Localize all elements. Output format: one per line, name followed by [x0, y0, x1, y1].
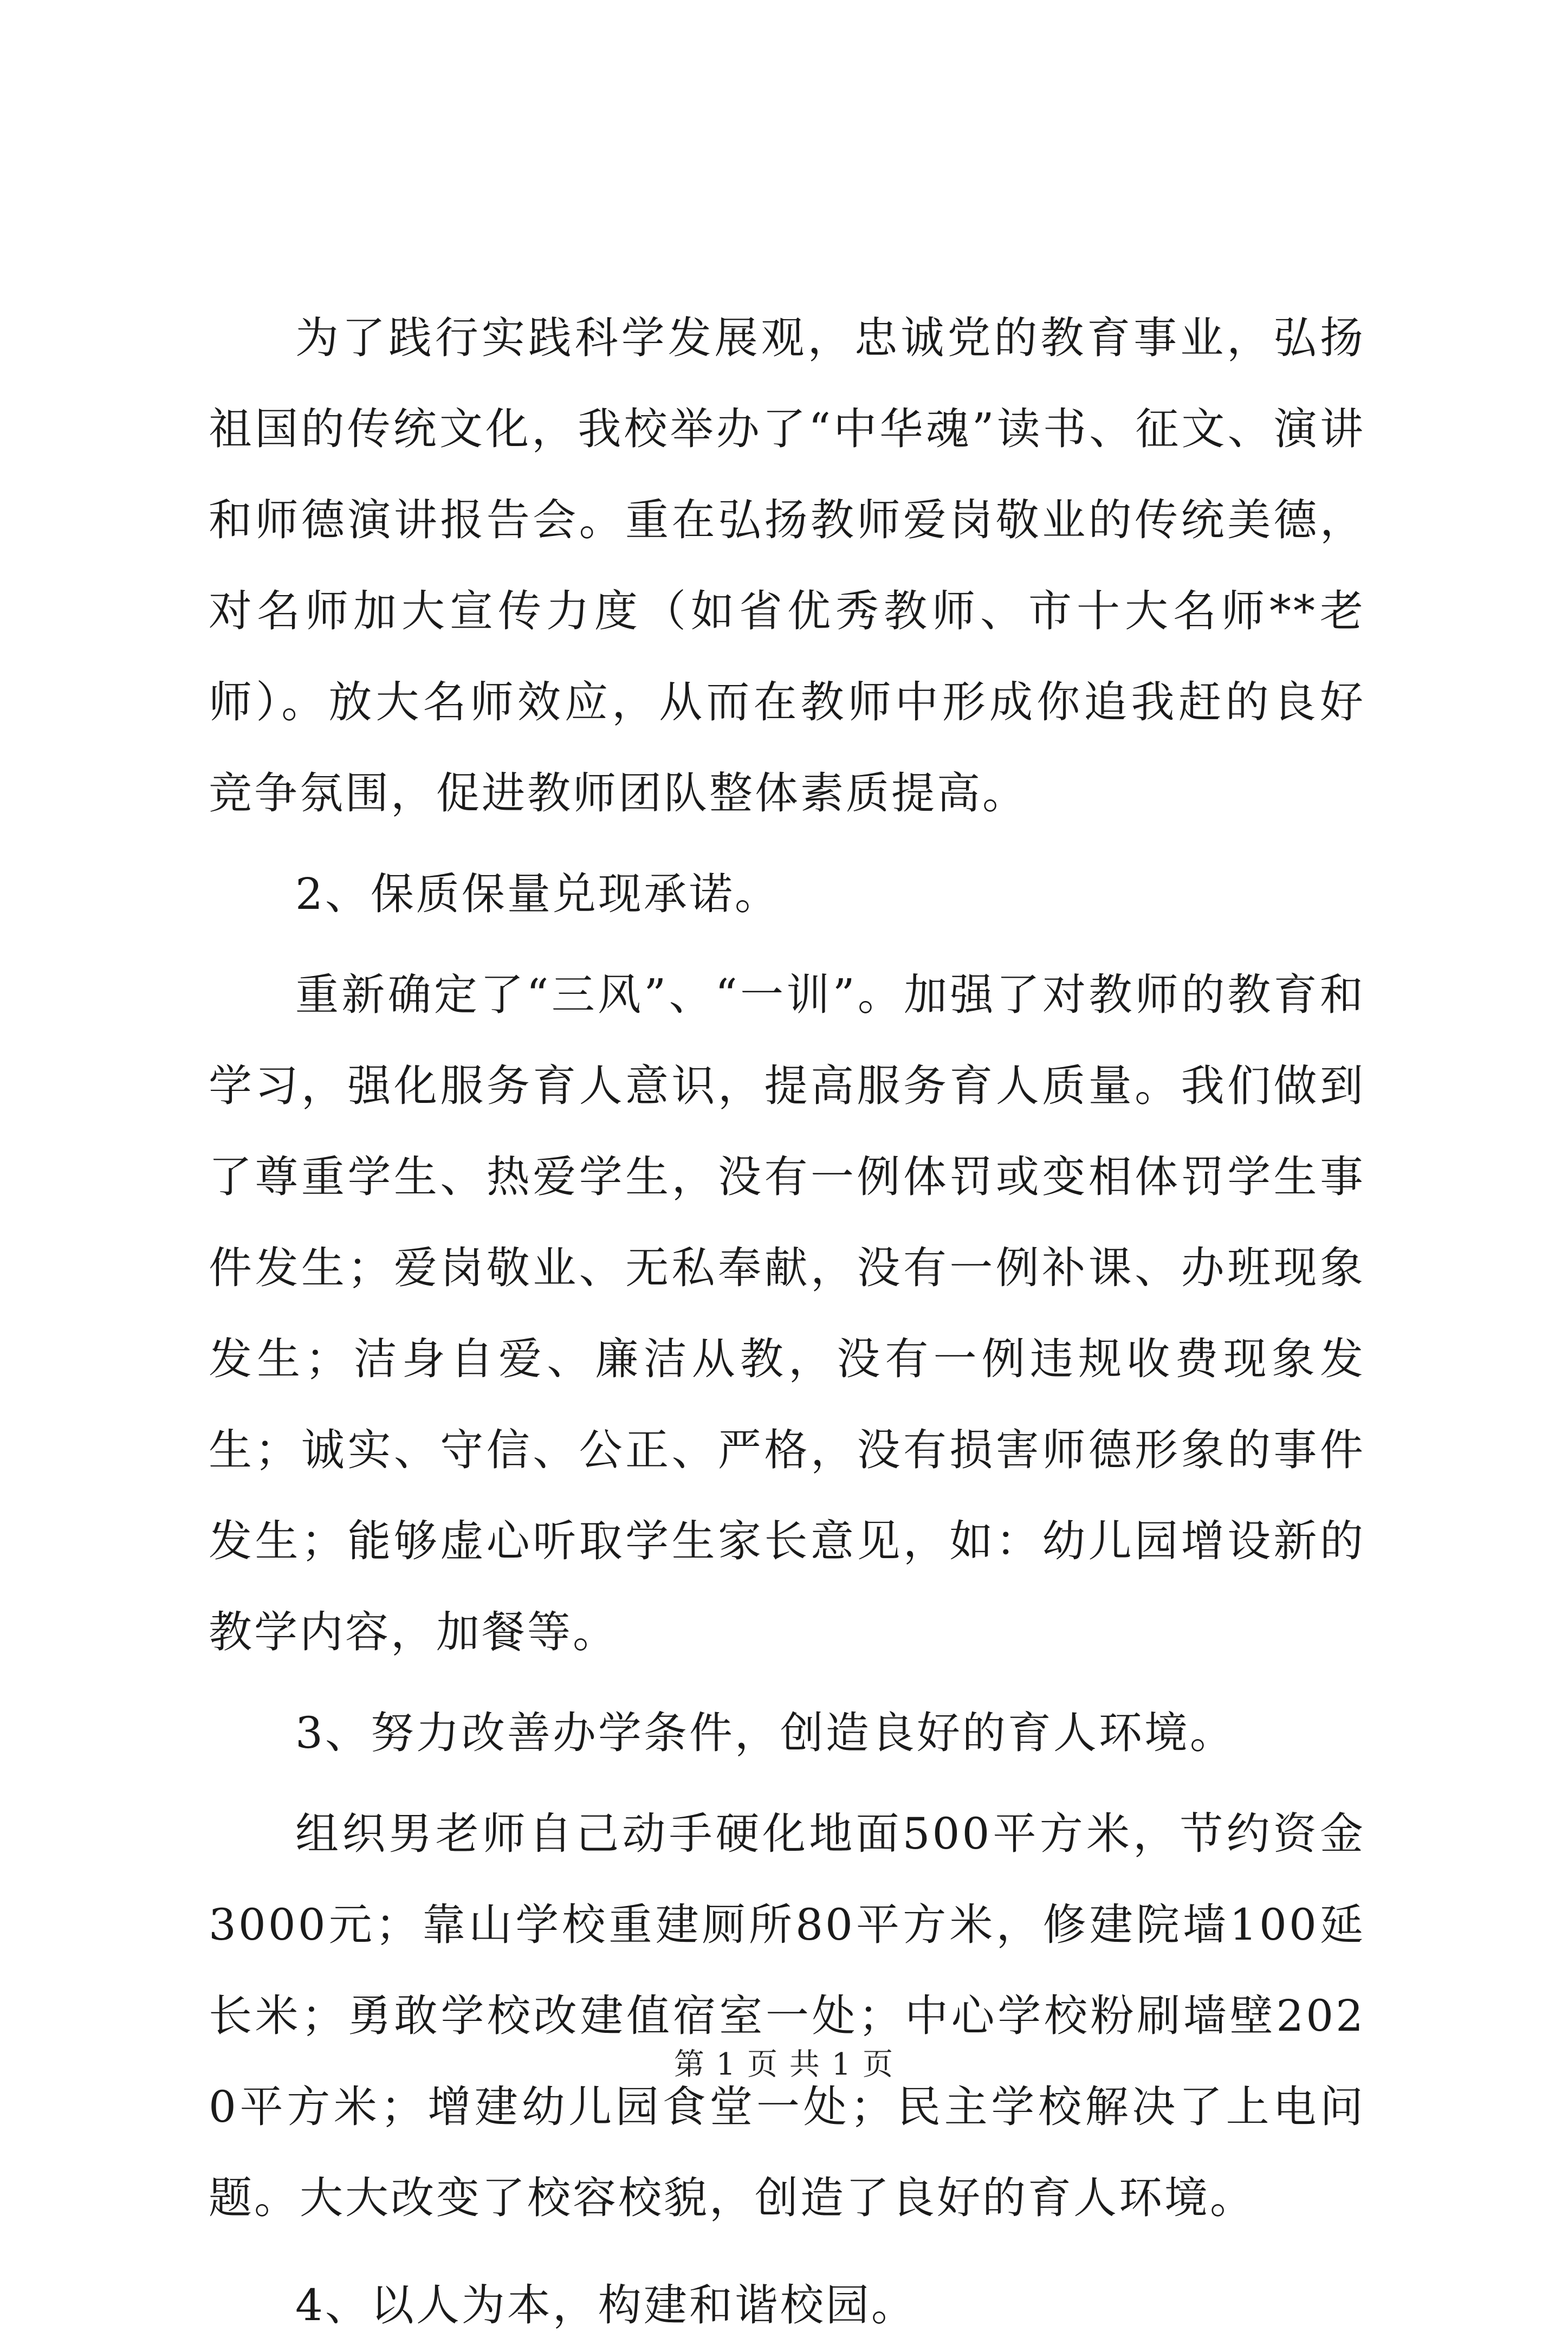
section-heading-quality-commitment: 2、保质保量兑现承诺。	[295, 869, 780, 919]
section-heading-school-conditions: 3、努力改善办学条件，创造良好的育人环境。	[295, 1708, 1235, 1758]
page-footer: 第 1 页 共 1 页	[673, 2047, 895, 2082]
paragraph-cultural-activities: 为了践行实践科学发展观，忠诚党的教育事业，弘扬祖国的传统文化，我校举办了“中华魂”读书、征文、演讲和师德演讲报告会。重在弘扬教师爱岗敬业的传统美德，对名师加大宣传力度（如省优秀教师、市十大名师**老师）。放大名师效应，从而在教师中形成你追我赶的良好竞争氛围，促进教师团队整体素质提高。	[209, 313, 1365, 818]
document-body	[209, 293, 1365, 2351]
section-heading-harmonious-campus: 4、以人为本，构建和谐校园。	[295, 2280, 917, 2330]
paragraph-teacher-ethics: 重新确定了“三风”、“一训”。加强了对教师的教育和学习，强化服务育人意识，提高服务育人质量。我们做到了尊重学生、热爱学生，没有一例体罚或变相体罚学生事件发生；爱岗敬业、无私奉献，没有一例补课、办班现象发生；洁身自爱、廉洁从教，没有一例违规收费现象发生；诚实、守信、公正、严格，没有损害师德形象的事件发生；能够虚心听取学生家长意见，如：幼儿园增设新的教学内容，加餐等。	[209, 970, 1365, 1657]
paragraph-facility-improvements: 组织男老师自己动手硬化地面500平方米，节约资金3000元；靠山学校重建厕所80平方米，修建院墙100延长米；勇敢学校改建值宿室一处；中心学校粉刷墙壁2020平方米；增建幼儿园食堂一处；民主学校解决了上电问题。大大改变了校容校貌，创造了良好的育人环境。	[209, 1809, 1365, 2223]
